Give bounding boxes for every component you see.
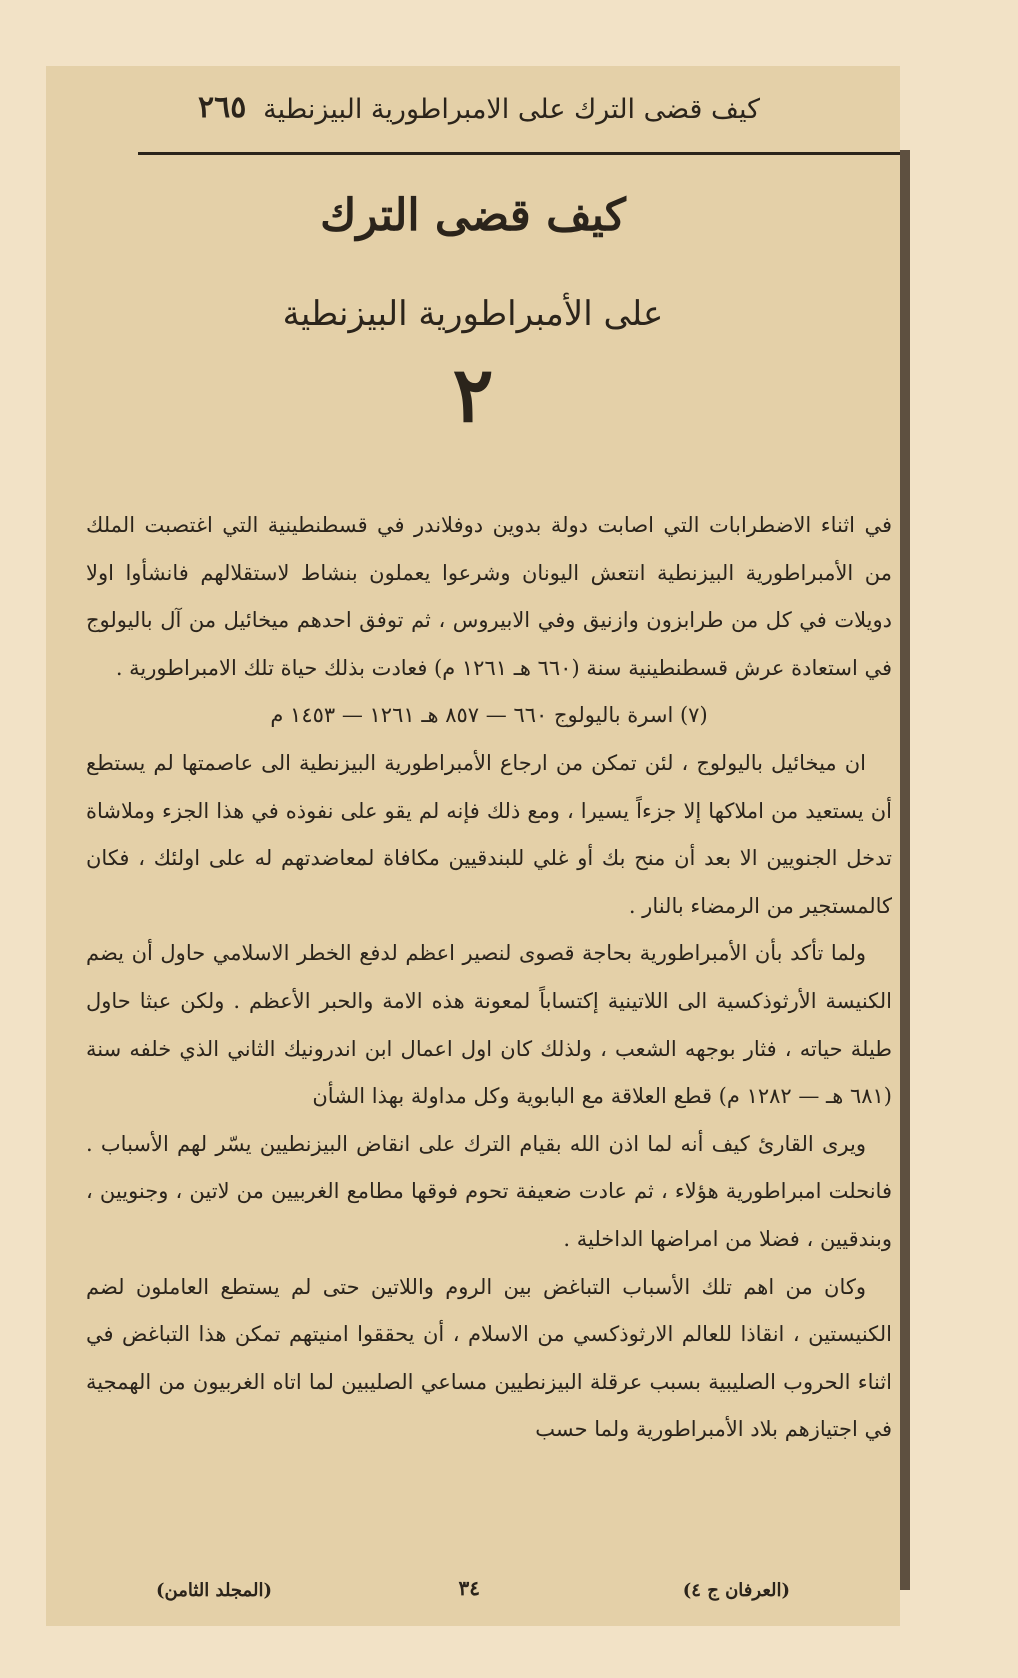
- paragraph-5: وكان من اهم تلك الأسباب التباغض بين الروم واللاتين حتى لم يستطع العاملون لضم الكنيستين ، انقاذا للعالم الارثوذكسي من الاسلام ، أن يحققوا امنيتهم تمكن هذا التباغض في اثناء الحروب الصليبية بسبب عرقلة البيزنطيين مساعي الصليبين لما اتاه الغربيون من الهمجية في اجتيازهم بلاد الأمبراطورية ولما حسب: [86, 1274, 892, 1442]
- running-title: كيف قضى الترك على الامبراطورية البيزنطية: [263, 94, 760, 125]
- page-footer: [86, 1576, 860, 1612]
- section-heading: (٧) اسرة باليولوج ٦٦٠ — ٨٥٧ هـ ١٢٦١ — ١٤٥٣ م: [270, 703, 708, 728]
- running-head: [86, 88, 860, 138]
- paragraph-1: في اثناء الاضطرابات التي اصابت دولة بدوين دوفلاندر في قسطنطينية التي اغتصبت الملك من الأمبراطورية البيزنطية انتعش اليونان وشرعوا يعملون بنشاط لاستقلالهم فانشأوا اولا دويلات في كل من طرابزون وازنيق وفي الابيروس ، ثم توفق احدهم ميخائيل من آل باليولوج في استعادة عرش قسطنطينية سنة (٦٦٠ هـ ١٢٦١ م) فعادت بذلك حياة تلك الامبراطورية .: [86, 513, 892, 680]
- article-title: كيف قضى الترك: [320, 190, 626, 241]
- footer-journal: (العرفان ج ٤): [682, 1580, 790, 1601]
- header-rule: [138, 152, 900, 155]
- paragraph-4: ويرى القارئ كيف أنه لما اذن الله بقيام الترك على انقاض البيزنطيين يسّر لهم الأسباب . فانحلت امبراطورية هؤلاء ، ثم عادت ضعيفة تحوم فوقها مطامع الغربيين من لاتين ، وجنويين ، وبندقيين ، فضلا من امراضها الداخلية .: [86, 1131, 892, 1251]
- paragraph-2: ان ميخائيل باليولوج ، لئن تمكن من ارجاع الأمبراطورية البيزنطية الى عاصمتها لم يستطع أن يستعيد من املاكها إلا جزءاً يسيرا ، ومع ذلك فإنه لم يقو على نفوذه في هذا الجزء وملاشاة تدخل الجنويين الا بعد أن منح بك أو غلي للبندقيين مكافاة لمعاضدتهم له على اولئك ، فكان كالمستجير من الرمضاء بالنار .: [86, 750, 892, 918]
- scanned-page: [46, 66, 900, 1626]
- book-spine-shadow: [900, 150, 910, 1590]
- page-number: ٢٦٥: [198, 90, 247, 125]
- footer-signature: ٣٤: [458, 1576, 480, 1600]
- body-text: [86, 502, 892, 1454]
- paragraph-3: ولما تأكد بأن الأمبراطورية بحاجة قصوى لنصير اعظم لدفع الخطر الاسلامي حاول أن يضم الكنيسة الأرثوذكسية الى اللاتينية إكتساباً لمعونة هذه الامة والحبر الأعظم . ولكن عبثا حاول طيلة حياته ، فثار بوجهه الشعب ، ولذلك كان اول اعمال ابن اندرونيك الثاني الذي خلفه سنة (٦٨١ هـ — ١٢٨٢ م) قطع العلاقة مع البابوية وكل مداولة بهذا الشأن: [86, 941, 892, 1109]
- part-number: ٢: [452, 350, 494, 439]
- footer-volume: (المجلد الثامن): [156, 1580, 272, 1601]
- article-subtitle: على الأمبراطورية البيزنطية: [282, 294, 664, 334]
